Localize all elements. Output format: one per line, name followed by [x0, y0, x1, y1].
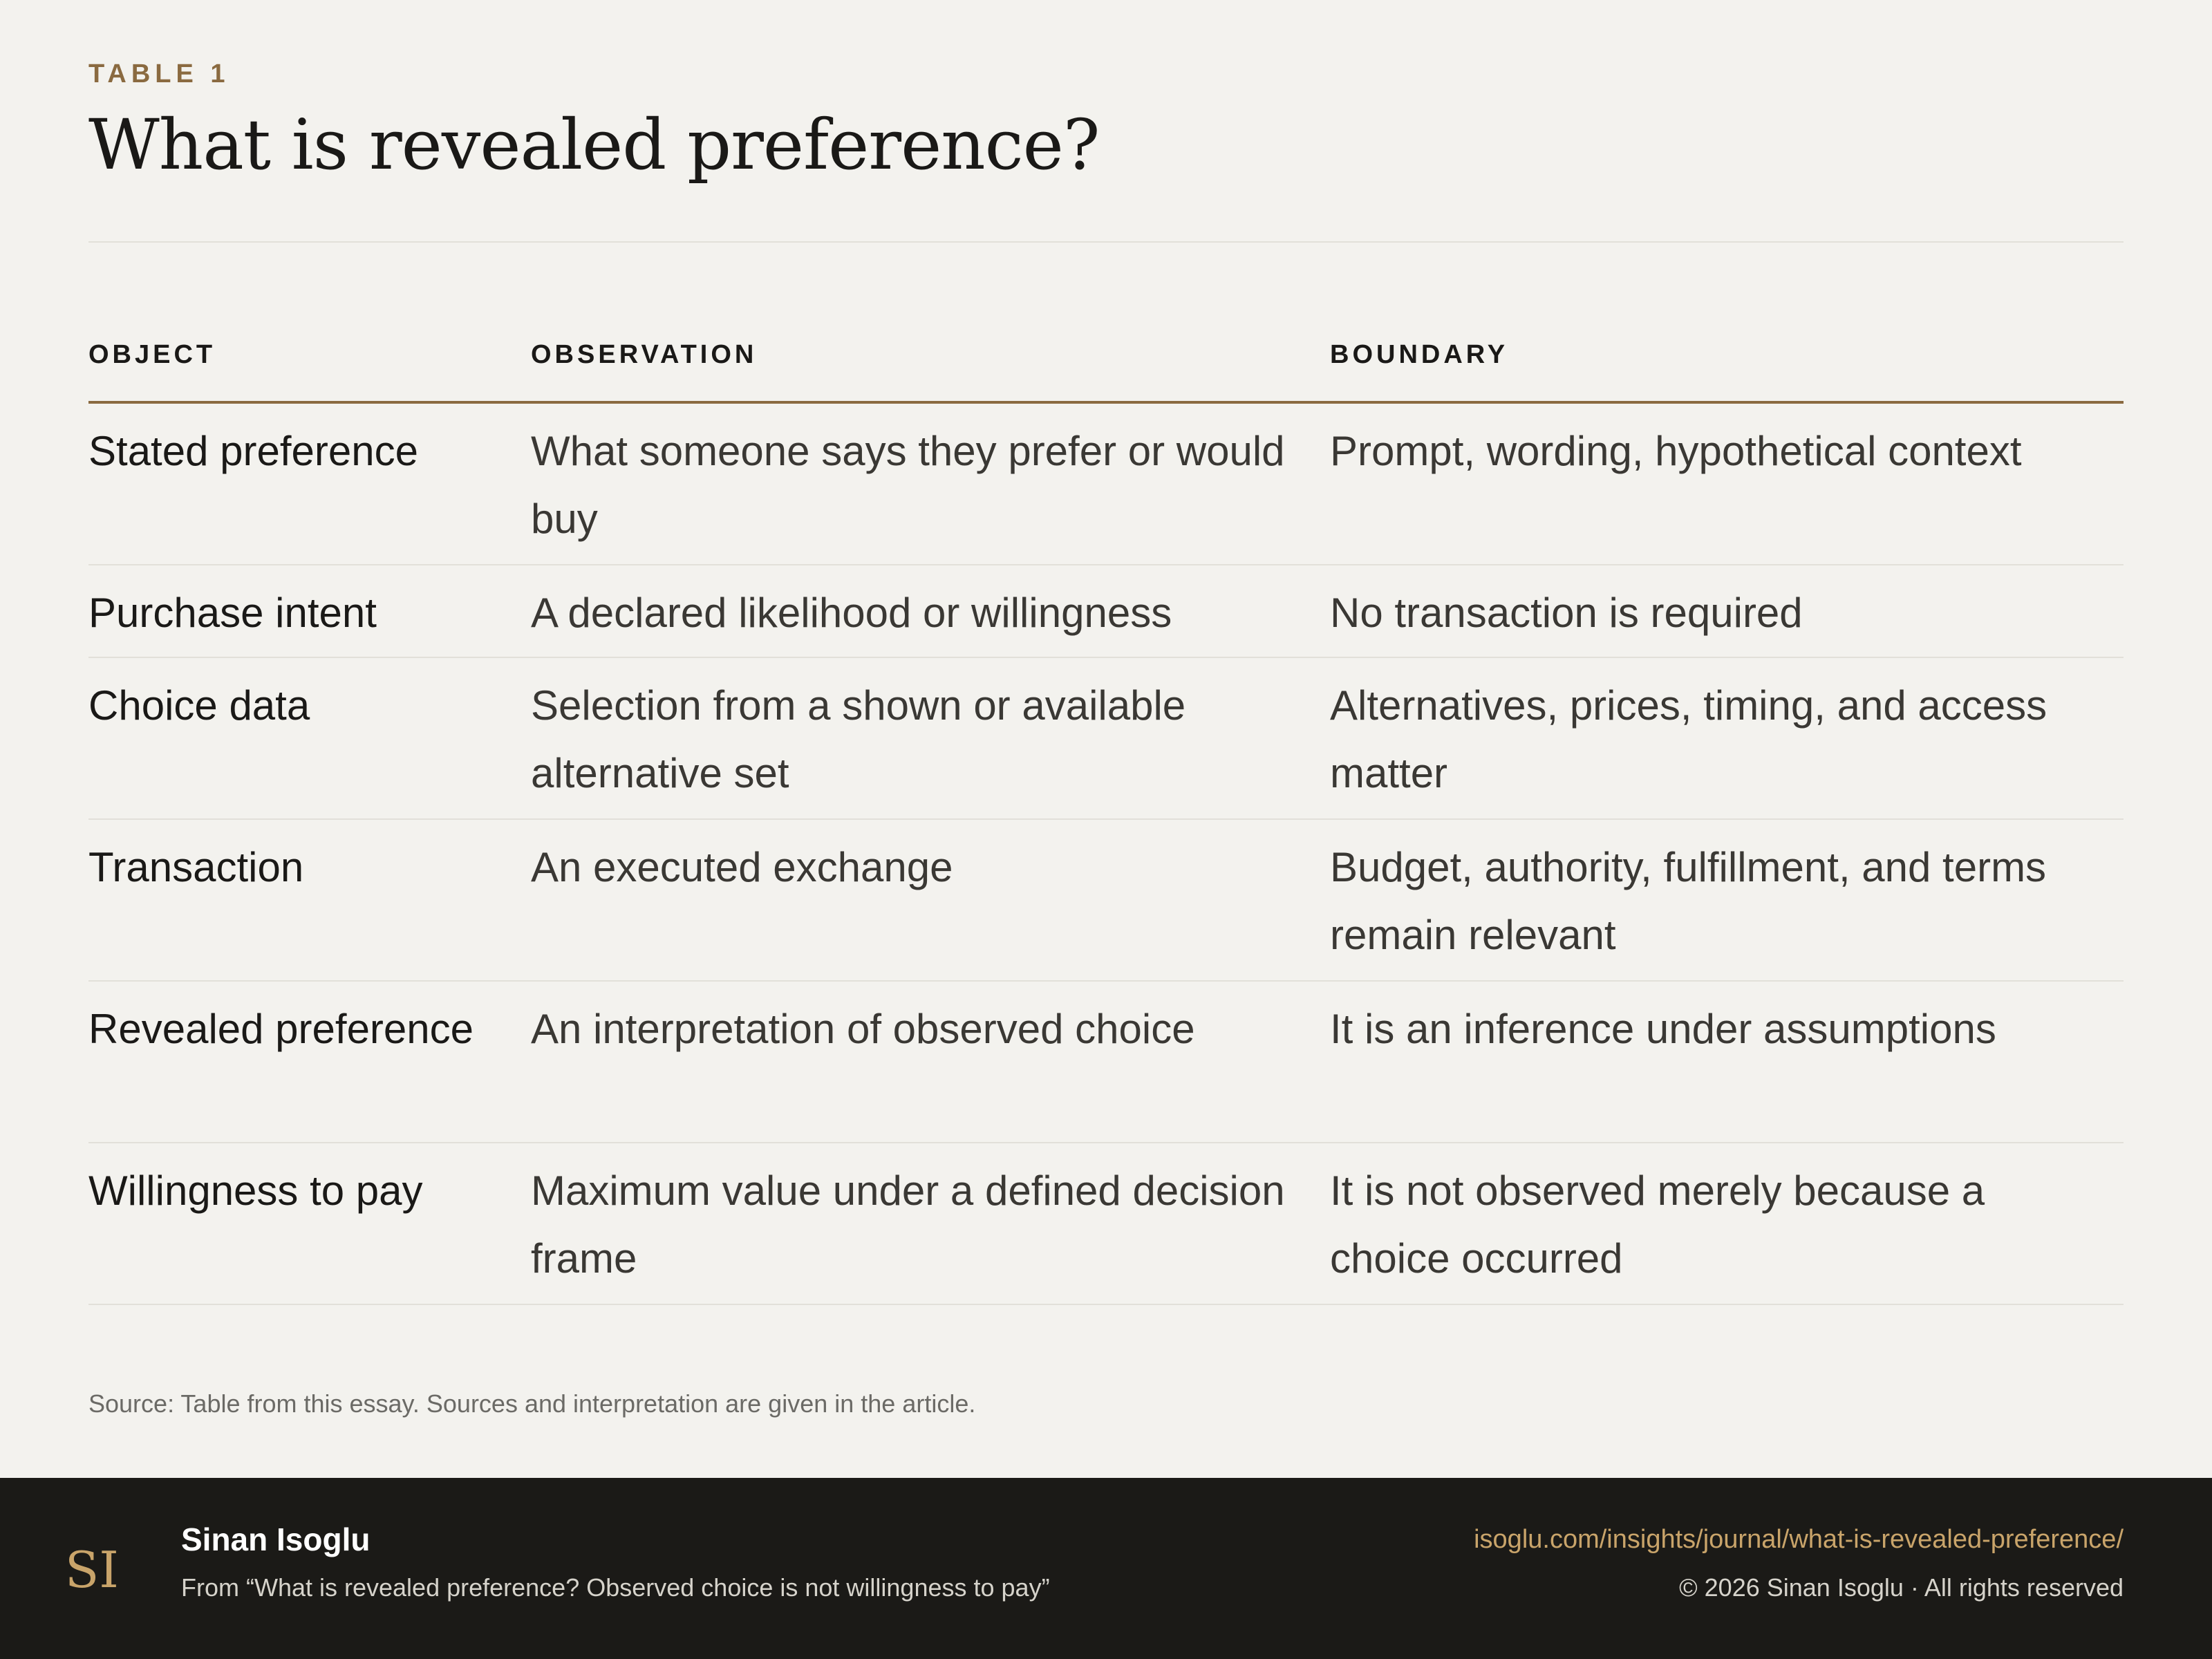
observation-cell: Maximum value under a defined decision frame	[531, 1168, 1285, 1282]
table-row	[88, 820, 2124, 982]
observation-cell: A declared likelihood or willingness	[531, 590, 1172, 636]
author-name: Sinan Isoglu	[181, 1521, 371, 1557]
table-row	[88, 404, 2124, 565]
page-title: What is revealed preference?	[88, 104, 1100, 185]
object-cell: Transaction	[88, 844, 304, 890]
observation-cell: An executed exchange	[531, 844, 953, 890]
object-cell: Revealed preference	[88, 1006, 474, 1052]
observation-cell: An interpretation of observed choice	[531, 1006, 1195, 1052]
boundary-cell: No transaction is required	[1330, 590, 1803, 636]
boundary-cell: It is an inference under assumptions	[1330, 1006, 1996, 1052]
table-row	[88, 658, 2124, 820]
monogram-logo	[64, 1539, 119, 1601]
source-note: Source: Table from this essay. Sources and interpretation are given in the article.	[88, 1389, 976, 1418]
boundary-cell: Budget, authority, fulfillment, and terms remain relevant	[1330, 844, 2047, 958]
boundary-cell: It is not observed merely because a choice occurred	[1330, 1168, 1985, 1282]
table-row	[88, 565, 2124, 658]
article-reference: From “What is revealed preference? Observed choice is not willingness to pay”	[181, 1573, 1050, 1602]
copyright-notice: © 2026 Sinan Isoglu · All rights reserved	[1679, 1573, 2124, 1602]
object-cell: Purchase intent	[88, 590, 377, 636]
boundary-cell: Alternatives, prices, timing, and access matter	[1330, 682, 2047, 796]
column-header-object: OBJECT	[88, 340, 216, 369]
column-header-boundary: BOUNDARY	[1330, 340, 1509, 369]
table-eyebrow: TABLE 1	[88, 59, 230, 88]
table-header	[88, 318, 2124, 404]
article-link[interactable]: isoglu.com/insights/journal/what-is-revealed-preference/	[1474, 1525, 2124, 1554]
footer	[0, 1478, 2212, 1659]
object-cell: Choice data	[88, 682, 310, 729]
table-row	[88, 982, 2124, 1143]
column-header-observation: OBSERVATION	[531, 340, 758, 369]
object-cell: Stated preference	[88, 428, 418, 474]
object-cell: Willingness to pay	[88, 1168, 423, 1214]
title-divider	[88, 241, 2124, 243]
table-row	[88, 1143, 2124, 1305]
observation-cell: Selection from a shown or available alternative set	[531, 682, 1186, 796]
monogram-letters: SI	[65, 1541, 119, 1599]
boundary-cell: Prompt, wording, hypothetical context	[1330, 428, 2022, 474]
comparison-table	[88, 318, 2124, 1305]
observation-cell: What someone says they prefer or would buy	[531, 428, 1285, 542]
